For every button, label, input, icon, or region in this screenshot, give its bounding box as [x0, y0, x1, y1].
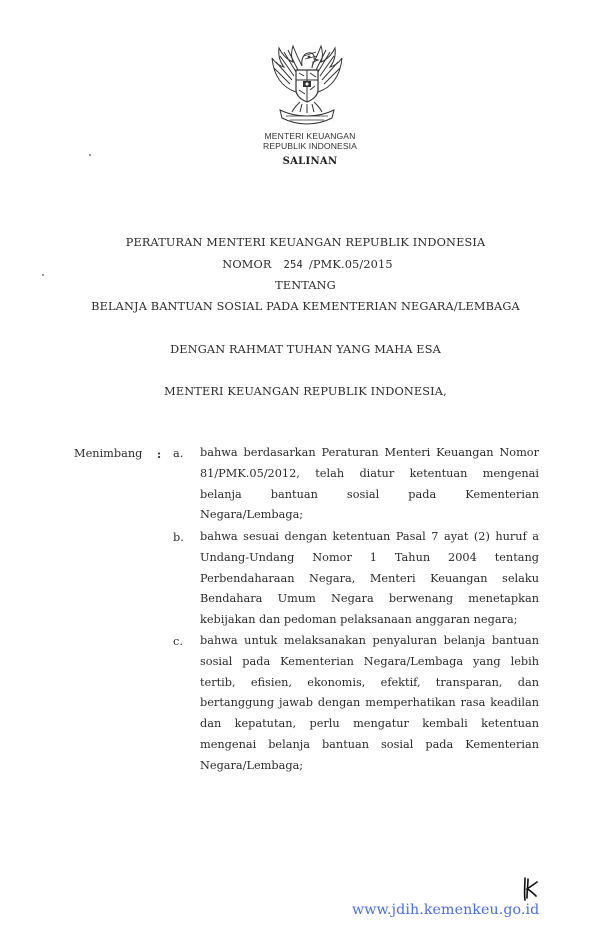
- text-line: Negara/Lembaga;: [200, 758, 304, 772]
- regulation-subject: BELANJA BANTUAN SOSIAL PADA KEMENTERIAN NEGARA/LEMBAGA: [91, 300, 520, 313]
- text-line: Negara/Lembaga;: [200, 508, 304, 522]
- ministry-name-line2: REPUBLIK INDONESIA: [263, 141, 357, 151]
- text-line: bertanggung jawab dengan memperhatikan rasa keadilan: [200, 696, 539, 710]
- item-marker-c: c.: [173, 635, 183, 648]
- copy-stamp: SALINAN: [282, 156, 338, 167]
- considerations-label: Menimbang: [74, 447, 143, 460]
- nomor-value: 254: [283, 259, 303, 271]
- text-line: bahwa berdasarkan Peraturan Menteri Keuangan Nomor: [200, 446, 539, 459]
- tentang-label: TENTANG: [275, 279, 336, 292]
- consideration-item-a: [200, 443, 539, 526]
- text-line: dan kepatutan, perlu mengatur kembali ketentuan: [200, 717, 539, 731]
- text-line: 81/PMK.05/2012, telah diatur ketentuan mengenai: [200, 466, 539, 480]
- text-line: Perbendaharaan Negara, Menteri Keuangan selaku: [200, 571, 539, 585]
- text-line: bahwa untuk melaksanakan penyaluran belanja bantuan: [200, 634, 539, 647]
- text-line: Undang-Undang Nomor 1 Tahun 2004 tentang: [200, 550, 539, 564]
- website-link[interactable]: www.jdih.kemenkeu.go.id: [352, 902, 540, 918]
- scan-speck: [89, 154, 91, 156]
- considerations-colon: :: [157, 447, 162, 461]
- invocation: DENGAN RAHMAT TUHAN YANG MAHA ESA: [170, 343, 441, 356]
- text-line: belanja bantuan sosial pada Kementerian: [200, 487, 539, 501]
- consideration-item-c: [200, 631, 539, 777]
- text-line: tertib, efisien, ekonomis, efektif, transparan, dan: [200, 675, 539, 689]
- initial-signature-icon: [521, 876, 539, 902]
- ministry-name-line1: MENTERI KEUANGAN: [264, 131, 356, 141]
- item-marker-b: b.: [173, 531, 184, 544]
- nomor-label: NOMOR: [222, 258, 272, 271]
- nomor-suffix: /PMK.05/2015: [308, 258, 393, 271]
- regulation-number: [2, 258, 611, 271]
- issuer: MENTERI KEUANGAN REPUBLIK INDONESIA,: [164, 385, 447, 398]
- text-line: sosial pada Kementerian Negara/Lembaga yang lebih: [200, 654, 539, 668]
- text-line: kebijakan dan pedoman pelaksanaan anggaran negara;: [200, 613, 518, 627]
- text-line: bahwa sesuai dengan ketentuan Pasal 7 ayat (2) huruf a: [200, 530, 539, 543]
- scan-speck: [42, 274, 44, 276]
- text-line: mengenai belanja bantuan sosial pada Kementerian: [200, 737, 539, 751]
- item-marker-a: a.: [173, 447, 184, 460]
- garuda-emblem-icon: [266, 40, 348, 128]
- consideration-item-b: [200, 527, 539, 631]
- text-line: Bendahara Umum Negara berwenang menetapkan: [200, 592, 539, 606]
- regulation-title: PERATURAN MENTERI KEUANGAN REPUBLIK INDONESIA: [125, 236, 486, 249]
